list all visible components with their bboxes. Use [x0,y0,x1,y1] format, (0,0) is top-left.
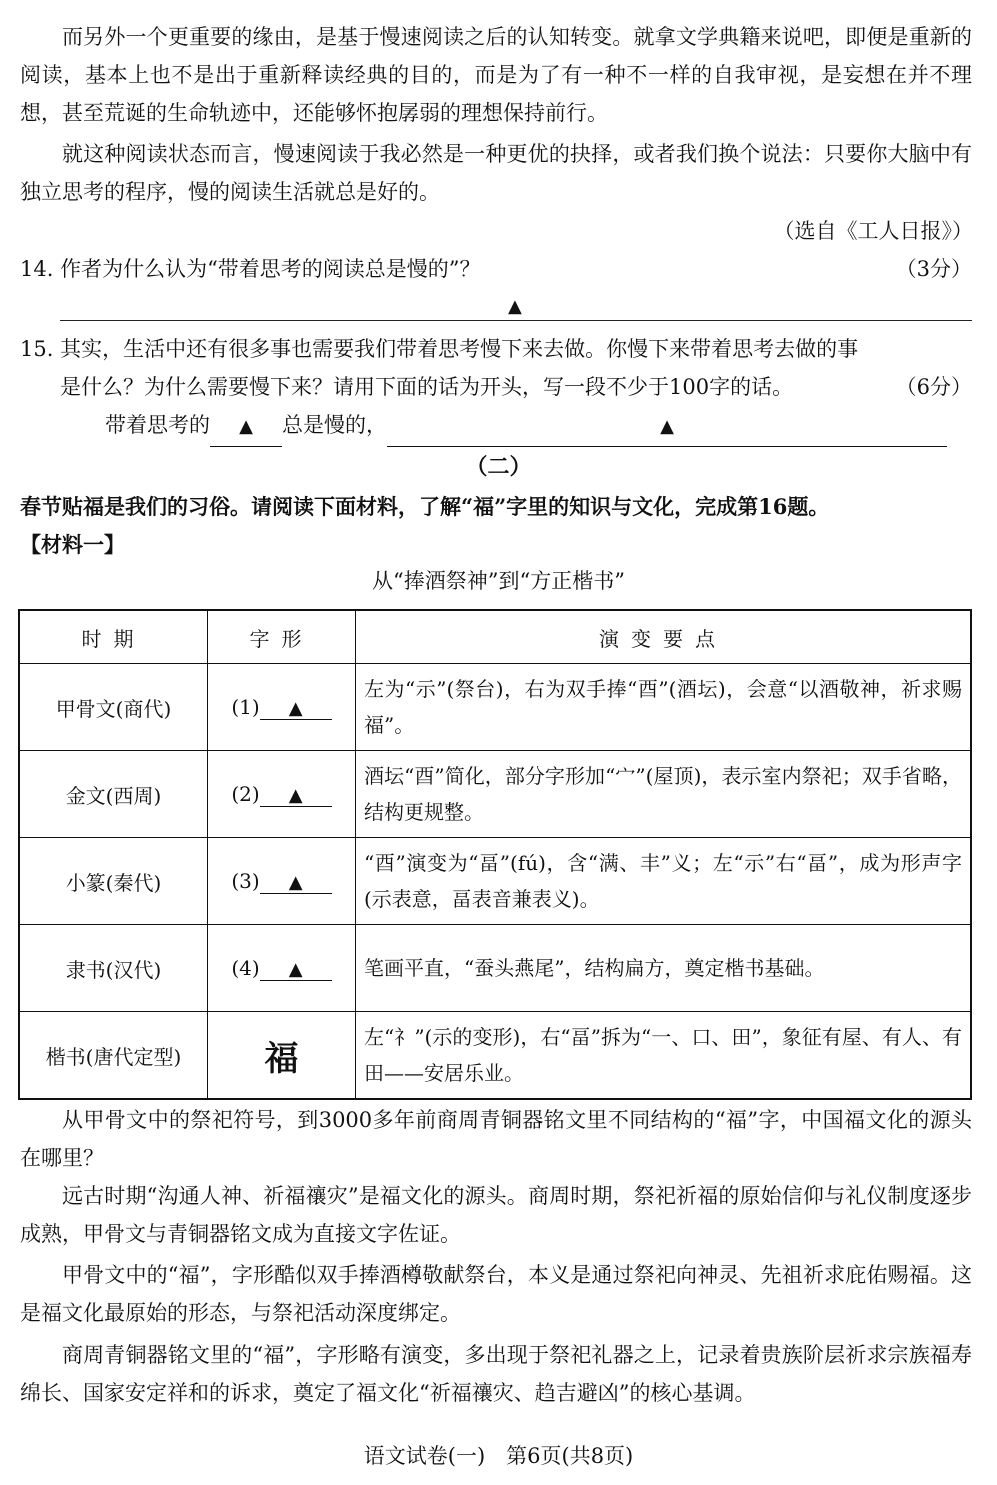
form-mark: ▲ [288,958,303,980]
prompt-blank[interactable] [210,406,282,447]
points-cell: 酒坛“酉”简化，部分字形加“宀”(屋顶)，表示室内祭祀；双手省略，结构更规整。 [356,751,972,838]
material-label: 【材料一】 [20,532,125,557]
table-row [19,751,971,838]
answer-mark-14: ▲ [508,296,522,317]
form-blank[interactable] [260,956,332,981]
paragraph-oracle-bone: 甲骨文中的“福”，字形酷似双手捧酒樽敬献祭台，本义是通过祭祀向神灵、先祖祈求庇佑赐福。这是福文化最原始的形态，与祭祀活动深度绑定。 [20,1263,972,1325]
question-15-line2: 是什么？为什么需要慢下来？请用下面的话为开头，写一段不少于100字的话。 [60,375,794,399]
prompt-blank-mark: ▲ [239,416,253,437]
header-period: 时期 [19,610,208,664]
form-mark: ▲ [288,784,303,806]
form-cell[interactable] [208,838,356,925]
table-row [19,1012,971,1100]
table-header-row [19,610,971,664]
form-mark: ▲ [288,871,303,893]
question-15-line1: 15. 其实，生活中还有很多事也需要我们带着思考慢下来去做。你慢下来带着思考去做的事 [20,337,859,361]
prompt-start: 带着思考的 [105,413,210,437]
table-row [19,925,971,1012]
question-15 [20,330,972,447]
page-footer: 语文试卷(一) 第6页(共8页) [363,1444,634,1468]
form-blank[interactable] [260,695,332,720]
period-cell: 楷书(唐代定型) [19,1012,208,1100]
points-cell: 左为“示”(祭台)，右为双手捧“酉”(酒坛)，会意“以酒敬神，祈求赐福”。 [356,664,972,751]
paragraph-origin-answer: 远古时期“沟通人神、祈福禳灾”是福文化的源头。商周时期，祭祀祈福的原始信仰与礼仪制度逐步成熟，甲骨文与青铜器铭文成为直接文字佐证。 [20,1184,972,1246]
form-cell[interactable] [208,664,356,751]
section-title: （二） [465,454,532,480]
question-15-line2-row [20,368,972,406]
table-row [19,838,971,925]
points-cell: 笔画平直，“蚕头燕尾”，结构扁方，奠定楷书基础。 [356,925,972,1012]
question-15-score: （6分） [895,375,972,399]
period-cell: 金文(西周) [19,751,208,838]
intro-instruction: 春节贴福是我们的习俗。请阅读下面材料，了解“福”字里的知识与文化，完成第16题。 [20,494,830,519]
prompt-answer-mark: ▲ [660,416,674,437]
period-cell: 小篆(秦代) [19,838,208,925]
form-number: (1) [231,694,260,719]
prompt-answer-line[interactable] [387,406,947,447]
form-number: (3) [231,868,260,893]
evolution-table [18,609,972,1100]
form-number: (4) [231,955,260,980]
header-form: 字形 [208,610,356,664]
question-14-text: 14. 作者为什么认为“带着思考的阅读总是慢的”？ [20,257,481,281]
points-cell: “酉”演变为“畐”(fú)，含“满、丰”义；左“示”右“畐”，成为形声字(示表意，畐表音兼表义)。 [356,838,972,925]
period-cell: 甲骨文(商代) [19,664,208,751]
header-points: 演变要点 [356,610,972,664]
table-row [19,664,971,751]
prompt-mid: 总是慢的， [282,413,387,437]
form-cell[interactable] [208,751,356,838]
form-blank[interactable] [260,869,332,894]
period-cell: 隶书(汉代) [19,925,208,1012]
question-14 [20,250,972,288]
question-14-score: （3分） [895,257,972,281]
form-cell[interactable] [208,925,356,1012]
paragraph-cognitive-shift: 而另外一个更重要的缘由，是基于慢速阅读之后的认知转变。就拿文学典籍来说吧，即便是重新的阅读，基本上也不是出于重新释读经典的目的，而是为了有一种不一样的自我审视，是妄想在并不理想，甚至荒诞的生命轨迹中，还能够怀抱孱弱的理想保持前行。 [20,25,972,125]
paragraph-bronze: 商周青铜器铭文里的“福”，字形略有演变，多出现于祭祀礼器之上，记录着贵族阶层祈求宗族福寿绵长、国家安定祥和的诉求，奠定了福文化“祈福禳灾、趋吉避凶”的核心基调。 [20,1343,972,1405]
fu-character: 福 [264,1038,299,1079]
answer-line-14[interactable] [60,320,972,321]
form-number: (2) [231,781,260,806]
table-title: 从“捧酒祭神”到“方正楷书” [372,569,625,593]
paragraph-slow-reading-choice: 就这种阅读状态而言，慢速阅读于我必然是一种更优的抉择，或者我们换个说法：只要你大脑中有独立思考的程序，慢的阅读生活就总是好的。 [20,142,972,204]
form-mark: ▲ [288,697,303,719]
form-blank[interactable] [260,782,332,807]
form-cell [208,1012,356,1100]
points-cell: 左“礻”(示的变形)，右“畐”拆为“一、口、田”，象征有屋、有人、有田——安居乐业。 [356,1012,972,1100]
question-15-prompt [20,406,972,447]
paragraph-origin-question: 从甲骨文中的祭祀符号，到3000多年前商周青铜器铭文里不同结构的“福”字，中国福文化的源头在哪里？ [20,1108,972,1170]
source-citation: （选自《工人日报》） [773,219,973,243]
